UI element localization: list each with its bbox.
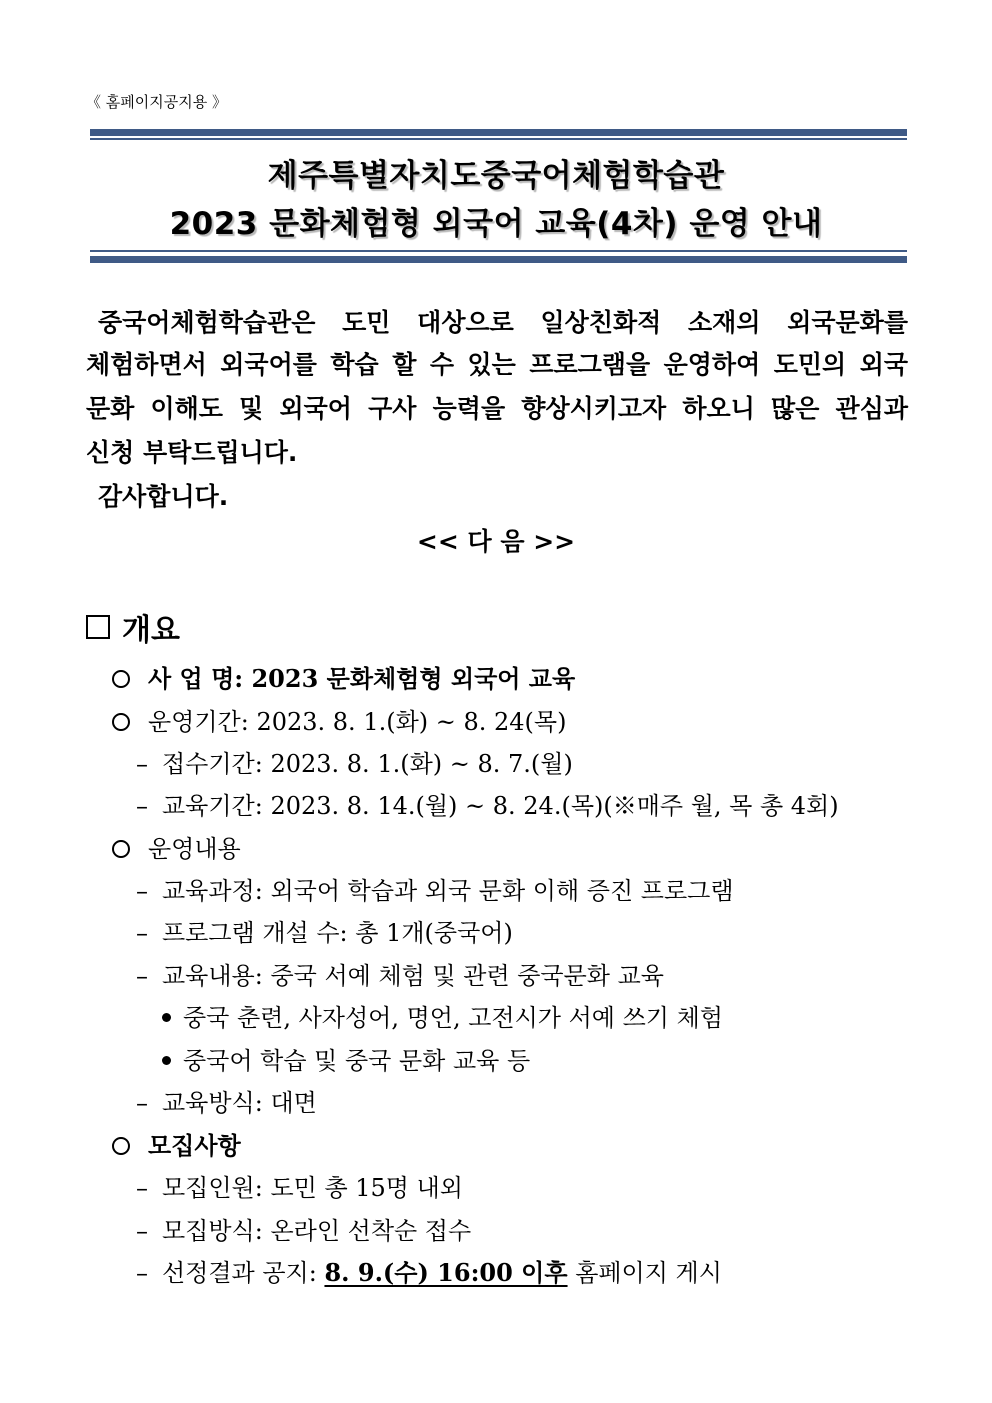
sub-item-education-method: – 교육방식: 대면 <box>136 1089 317 1117</box>
dash-bullet-icon: – <box>136 1174 148 1202</box>
circle-bullet-icon <box>112 670 130 688</box>
sub-item-education-period: – 교육기간: 2023. 8. 14.(월) ~ 8. 24.(목)(※매주 월, 목 총 4회) <box>136 792 839 820</box>
sub-item-recruit-method: – 모집방식: 온라인 선착순 접수 <box>136 1217 472 1245</box>
next-heading: << 다 음 >> <box>416 527 576 556</box>
section-heading <box>86 605 180 649</box>
dash-bullet-icon: – <box>136 962 148 990</box>
title-top-rule <box>90 129 907 136</box>
intro-line-1: 중국어체험학습관은 도민 대상으로 일상친화적 소재의 외국문화를 <box>98 308 908 337</box>
dash-bullet-icon: – <box>136 877 148 905</box>
section-title: 개요 <box>122 613 180 648</box>
sub-item-recruit-count: – 모집인원: 도민 총 15명 내외 <box>136 1174 463 1202</box>
intro-thanks: 감사합니다. <box>98 482 229 511</box>
dash-bullet-icon: – <box>136 750 148 778</box>
overview-item-recruitment: 모집사항 <box>112 1126 241 1161</box>
bullet-item-language-culture: 중국어 학습 및 중국 문화 교육 등 <box>162 1041 530 1076</box>
circle-bullet-icon <box>112 1137 130 1155</box>
dash-bullet-icon: – <box>136 1217 148 1245</box>
sub-item-program-count: – 프로그램 개설 수: 총 1개(중국어) <box>136 919 513 947</box>
overview-item-project: 사 업 명: 2023 문화체험형 외국어 교육 <box>112 659 575 694</box>
title-bottom-rule-thin <box>90 250 907 252</box>
sub-item-education-content: – 교육내용: 중국 서예 체험 및 관련 중국문화 교육 <box>136 962 664 990</box>
checkbox-square-icon <box>86 615 110 639</box>
dot-bullet-icon <box>162 1013 171 1022</box>
title-top-rule-thin <box>90 138 907 140</box>
sub-item-result-notice: – 선정결과 공지: 8. 9.(수) 16:00 이후 홈페이지 게시 <box>136 1258 722 1287</box>
title-line-2: 2023 문화체험형 외국어 교육(4차) 운영 안내 <box>169 206 823 242</box>
dot-bullet-icon <box>162 1056 171 1065</box>
intro-line-3: 문화 이해도 및 외국어 구사 능력을 향상시키고자 하오니 많은 관심과 <box>86 394 908 423</box>
intro-line-2: 체험하면서 외국어를 학습 할 수 있는 프로그램을 운영하여 도민의 외국 <box>86 350 908 379</box>
bullet-item-calligraphy: 중국 춘련, 사자성어, 명언, 고전시가 서예 쓰기 체험 <box>162 998 723 1033</box>
sub-item-registration-period: – 접수기간: 2023. 8. 1.(화) ~ 8. 7.(월) <box>136 750 573 778</box>
sub-item-course: – 교육과정: 외국어 학습과 외국 문화 이해 증진 프로그램 <box>136 877 734 905</box>
dash-bullet-icon: – <box>136 792 148 820</box>
overview-item-period: 운영기간: 2023. 8. 1.(화) ~ 8. 24(목) <box>112 702 566 737</box>
title-line-1: 제주특별자치도중국어체험학습관 <box>267 158 725 194</box>
circle-bullet-icon <box>112 840 130 858</box>
overview-item-content: 운영내용 <box>112 829 241 864</box>
title-bottom-rule <box>90 256 907 263</box>
notice-tag: 《 홈페이지공지용 》 <box>86 93 227 111</box>
circle-bullet-icon <box>112 713 130 731</box>
result-notice-date: 8. 9.(수) 16:00 이후 <box>324 1258 568 1287</box>
dash-bullet-icon: – <box>136 1089 148 1117</box>
intro-line-4: 신청 부탁드립니다. <box>86 438 298 467</box>
dash-bullet-icon: – <box>136 1259 148 1287</box>
dash-bullet-icon: – <box>136 919 148 947</box>
